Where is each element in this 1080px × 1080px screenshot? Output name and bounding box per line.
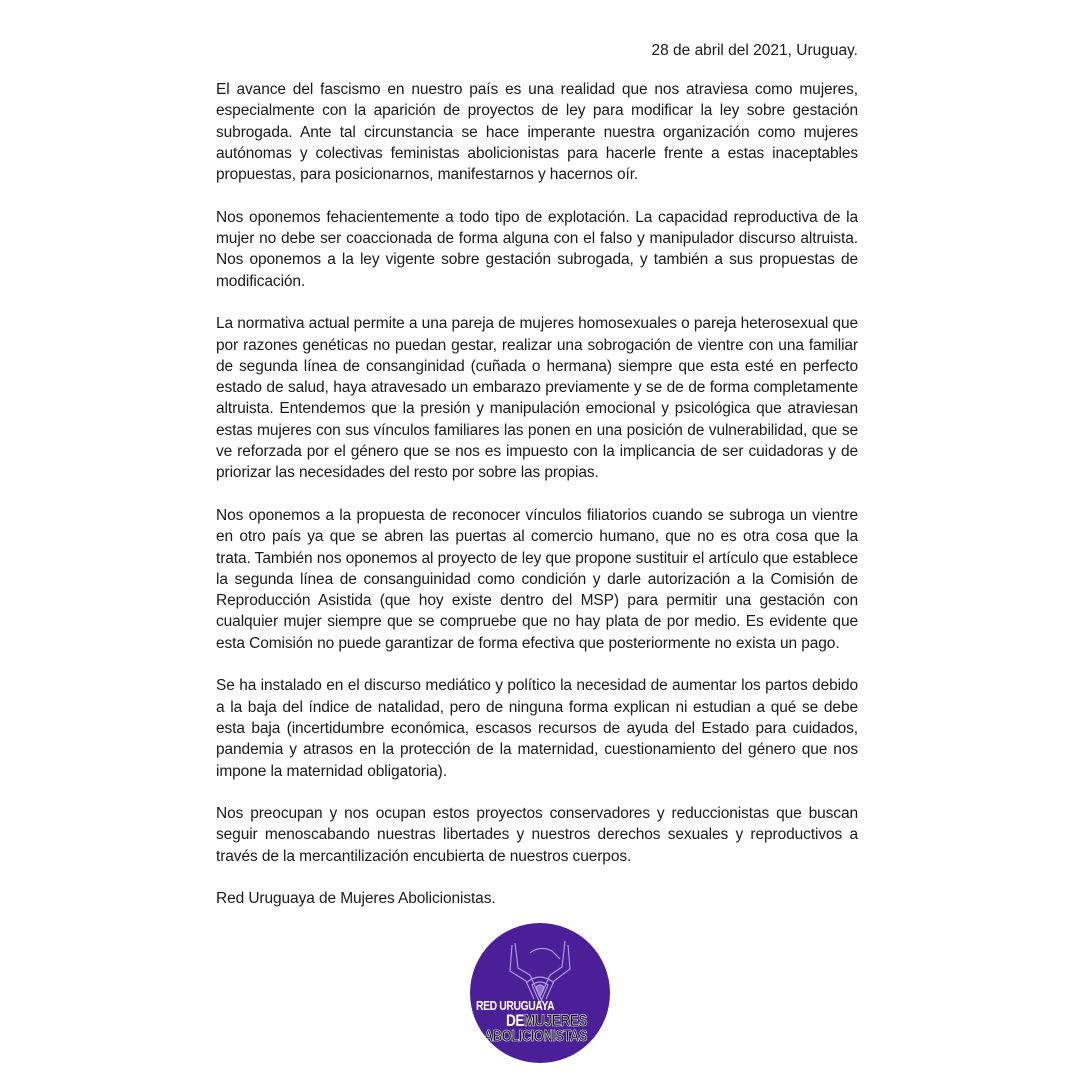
logo-text-mujeres: MUJERES — [524, 1011, 588, 1030]
logo-text-de: DE — [506, 1011, 525, 1030]
signature: Red Uruguaya de Mujeres Abolicionistas. — [216, 890, 496, 908]
paragraph: Se ha instalado en el discurso mediático y político la necesidad de aumentar los partos debido a la baja del índice de natalidad, pero de ninguna forma explican ni estudian a qué se debe esta baja (incertidumbre económica, escasos recursos de ayuda del Estado para cuidados, pandemia y atrasos en la protección de la maternidad, cuestionamiento del género que nos impone la maternidad obligatoria). — [216, 677, 858, 780]
paragraph: La normativa actual permite a una pareja de mujeres homosexuales o pareja heterosexual que por razones genéticas no puedan gestar, realizar una sobrogación de vientre con una familiar de segunda línea de consanginidad (cuñada o hermana) siempre que esta esté en perfecto estado de salud, haya atravesado un embarazo previamente y se de de forma completamente altruista. Entendemos que la presión y manipulación emocional y psicológica que atraviesan estas mujeres con sus vínculos familiares las ponen en una posición de vulnerabilidad, que se ve reforzada por el género que se nos es impuesto con la implicancia de ser cuidadoras y de priorizar las necesidades del resto por sobre las propias. — [216, 315, 858, 482]
logo-text-line3: ABOLICIONISTAS — [484, 1028, 587, 1045]
paragraph: Nos oponemos fehacientemente a todo tipo de explotación. La capacidad reproductiva de la mujer no debe ser coaccionada de forma alguna con el falso y manipulador discurso altruista. Nos oponemos a la ley vigente sobre gestación subrogada, y también a sus propuestas de modificación. — [216, 208, 858, 290]
logo-text-line1: RED URUGUAYA — [476, 998, 555, 1013]
paragraph: Nos oponemos a la propuesta de reconocer vínculos filiatorios cuando se subroga un vientre en otro país ya que se abren las puertas al comercio humano, que no es otra cosa que la trata. También nos oponemos al proyecto de ley que propone sustituir el artículo que establece la segunda línea de consanguinidad como condición y darle autorización a la Comisión de Reproducción Asistida (que hoy existe dentro del MSP) para permitir una gestación con cualquier mujer siempre que se compruebe que no hay plata de por medio. Es evidente que esta Comisión no puede garantizar de forma efectiva que posteriormente no exista un pago. — [216, 506, 858, 652]
organization-logo — [470, 923, 610, 1063]
paragraph: Nos preocupan y nos ocupan estos proyectos conservadores y reduccionistas que buscan seguir menoscabando nuestras libertades y nuestros derechos sexuales y reproductivos a través de la mercantilización encubierta de nuestros cuerpos. — [216, 805, 858, 865]
letter-body — [216, 79, 858, 931]
paragraph: El avance del fascismo en nuestro país es una realidad que nos atraviesa como mujeres, especialmente con la aparición de proyectos de ley para modificar la ley sobre gestación subrogada. Ante tal circunstancia se hace imperante nuestra organización como mujeres autónomas y colectivas feministas abolicionistas para hacerle frente a estas inaceptables propuestas, para posicionarnos, manifestarnos y hacernos oír. — [216, 81, 858, 184]
letter-date: 28 de abril del 2021, Uruguay. — [651, 42, 858, 59]
